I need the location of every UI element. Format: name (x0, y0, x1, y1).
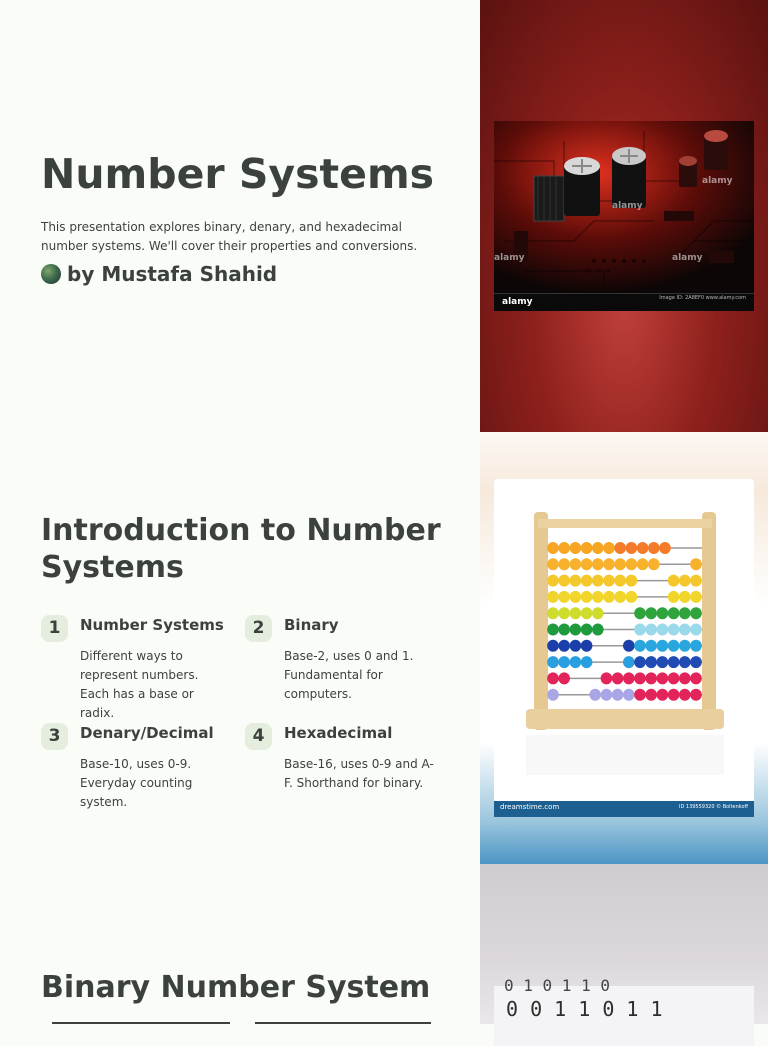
abacus-bead (679, 689, 691, 701)
abacus-bead (570, 624, 582, 636)
abacus-bead (679, 624, 691, 636)
abacus-bead (592, 575, 604, 587)
abacus-bead (690, 575, 702, 587)
abacus-bead (690, 591, 702, 603)
abacus-bead (648, 542, 660, 554)
stock-logo: alamy (502, 297, 533, 307)
abacus-bead (601, 672, 613, 684)
abacus-bead (570, 558, 582, 570)
abacus-bead (634, 689, 646, 701)
abacus-bead (558, 575, 570, 587)
abacus-bead (690, 624, 702, 636)
abacus-bead (668, 656, 680, 668)
abacus-bead (668, 575, 680, 587)
binary-row: 0 1 0 1 1 0 (504, 976, 610, 995)
abacus-bead (614, 558, 626, 570)
abacus-bead (623, 656, 635, 668)
abacus-bead (547, 558, 559, 570)
abacus-bead (547, 672, 559, 684)
abacus-bead (581, 591, 593, 603)
abacus-bead (668, 640, 680, 652)
divider (255, 1022, 431, 1024)
item-number: 3 (41, 723, 68, 750)
abacus-bead (581, 640, 593, 652)
abacus-bead (614, 575, 626, 587)
watermark-text: alamy (612, 201, 643, 211)
abacus-bead (581, 607, 593, 619)
abacus-bead (679, 575, 691, 587)
abacus-bead (603, 558, 615, 570)
abacus-image (494, 479, 754, 817)
abacus-bead (558, 607, 570, 619)
abacus-bead (612, 689, 624, 701)
abacus-bead (558, 591, 570, 603)
abacus-bead (592, 591, 604, 603)
item-number: 1 (41, 615, 68, 642)
abacus-bead (679, 672, 691, 684)
abacus-bead (547, 542, 559, 554)
item-title: Hexadecimal (284, 724, 393, 742)
abacus-bead (614, 542, 626, 554)
abacus-bead (626, 575, 638, 587)
abacus-bead (679, 591, 691, 603)
image-id: ID 139559320 © Boltenkoff (678, 804, 748, 810)
binary-row: 0 0 1 1 0 1 1 (506, 997, 663, 1021)
slide-image-panel (480, 864, 768, 1024)
abacus-bead (547, 689, 559, 701)
slide-binary (0, 864, 768, 1024)
abacus-bead (679, 640, 691, 652)
watermark-text: alamy (702, 176, 733, 186)
abacus-bead (645, 689, 657, 701)
abacus-bead (668, 672, 680, 684)
abacus-bead (668, 689, 680, 701)
stock-logo: dreamstime.com (500, 803, 560, 811)
abacus-bead (558, 624, 570, 636)
abacus-bead (623, 640, 635, 652)
abacus-bead (603, 575, 615, 587)
item-number: 2 (245, 615, 272, 642)
abacus-bead (626, 558, 638, 570)
image-footer (494, 293, 754, 311)
abacus-bead (547, 624, 559, 636)
abacus-bead (601, 689, 613, 701)
abacus-bead (592, 607, 604, 619)
abacus-bead (581, 656, 593, 668)
abacus-bead (558, 640, 570, 652)
watermark-text: alamy (672, 253, 703, 263)
avatar (41, 264, 61, 284)
author-name: by Mustafa Shahid (67, 262, 278, 286)
abacus-bead (626, 591, 638, 603)
abacus-bead (690, 607, 702, 619)
item-text: Base-2, uses 0 and 1. Fundamental for computers. (284, 649, 414, 701)
slide-image-panel (480, 432, 768, 864)
slide-image-panel (480, 0, 768, 432)
abacus-bead (657, 607, 669, 619)
abacus-bead (637, 542, 649, 554)
circuit-board-image (494, 121, 754, 311)
item-number: 4 (245, 723, 272, 750)
abacus-bead (657, 624, 669, 636)
abacus-bead (558, 656, 570, 668)
abacus-bead (690, 640, 702, 652)
abacus-bead (690, 672, 702, 684)
abacus-bead (581, 575, 593, 587)
item-text: Different ways to represent numbers. Each has a base or radix. (80, 649, 199, 720)
slide-heading: Introduction to Number Systems (41, 513, 441, 585)
image-footer (494, 801, 754, 817)
abacus-bead (690, 689, 702, 701)
abacus-bead (570, 640, 582, 652)
abacus-bead (645, 640, 657, 652)
abacus-bead (634, 624, 646, 636)
slide-description: This presentation explores binary, denary, and hexadecimal number systems. We'll cover their properties and conversions. (41, 220, 418, 253)
abacus-bead (592, 558, 604, 570)
abacus-bead (581, 542, 593, 554)
abacus-bead (645, 624, 657, 636)
abacus-bead (570, 656, 582, 668)
abacus-bead (589, 689, 601, 701)
abacus-bead (668, 607, 680, 619)
abacus-bead (659, 542, 671, 554)
abacus-bead (626, 542, 638, 554)
item-text: Base-16, uses 0-9 and A-F. Shorthand for binary. (284, 757, 434, 790)
abacus-bead (690, 558, 702, 570)
item-title: Number Systems (80, 616, 224, 634)
abacus-bead (634, 656, 646, 668)
slide-title-heading: Number Systems (41, 150, 435, 198)
abacus-bead (547, 575, 559, 587)
abacus-bead (634, 640, 646, 652)
abacus-bead (657, 689, 669, 701)
abacus-bead (668, 624, 680, 636)
abacus-bead (547, 591, 559, 603)
abacus-bead (570, 575, 582, 587)
abacus-bead (570, 607, 582, 619)
abacus-bead (581, 624, 593, 636)
abacus-bead (645, 607, 657, 619)
abacus-bead (623, 689, 635, 701)
abacus-bead (648, 558, 660, 570)
abacus-bead (657, 672, 669, 684)
abacus-bead (690, 656, 702, 668)
item-title: Binary (284, 616, 339, 634)
abacus-bead (637, 558, 649, 570)
author-line (41, 262, 277, 286)
abacus-bead (603, 542, 615, 554)
binary-digits-image (494, 976, 754, 1046)
abacus-bead (547, 607, 559, 619)
abacus-bead (547, 656, 559, 668)
abacus-bead (645, 672, 657, 684)
abacus-bead (592, 624, 604, 636)
abacus-bead (679, 607, 691, 619)
abacus-bead (558, 672, 570, 684)
abacus-bead (570, 542, 582, 554)
abacus-bead (614, 591, 626, 603)
abacus-bead (657, 656, 669, 668)
abacus-bead (668, 591, 680, 603)
item-text: Base-10, uses 0-9. Everyday counting system. (80, 757, 193, 809)
image-id: Image ID: 2A8EF0 www.alamy.com (659, 295, 746, 301)
abacus-bead (623, 672, 635, 684)
abacus-bead (679, 656, 691, 668)
slide-title (0, 0, 768, 432)
slide-introduction (0, 432, 768, 864)
abacus-bead (603, 591, 615, 603)
abacus-bead (558, 558, 570, 570)
abacus-bead (634, 672, 646, 684)
abacus-bead (592, 542, 604, 554)
abacus-bead (547, 640, 559, 652)
abacus-bead (570, 591, 582, 603)
slide-heading: Binary Number System (41, 970, 431, 1005)
abacus-bead (558, 542, 570, 554)
item-title: Denary/Decimal (80, 724, 214, 742)
abacus-bead (612, 672, 624, 684)
abacus-bead (657, 640, 669, 652)
watermark-text: alamy (494, 253, 525, 263)
abacus-bead (645, 656, 657, 668)
abacus-bead (581, 558, 593, 570)
abacus-bead (634, 607, 646, 619)
divider (52, 1022, 230, 1024)
